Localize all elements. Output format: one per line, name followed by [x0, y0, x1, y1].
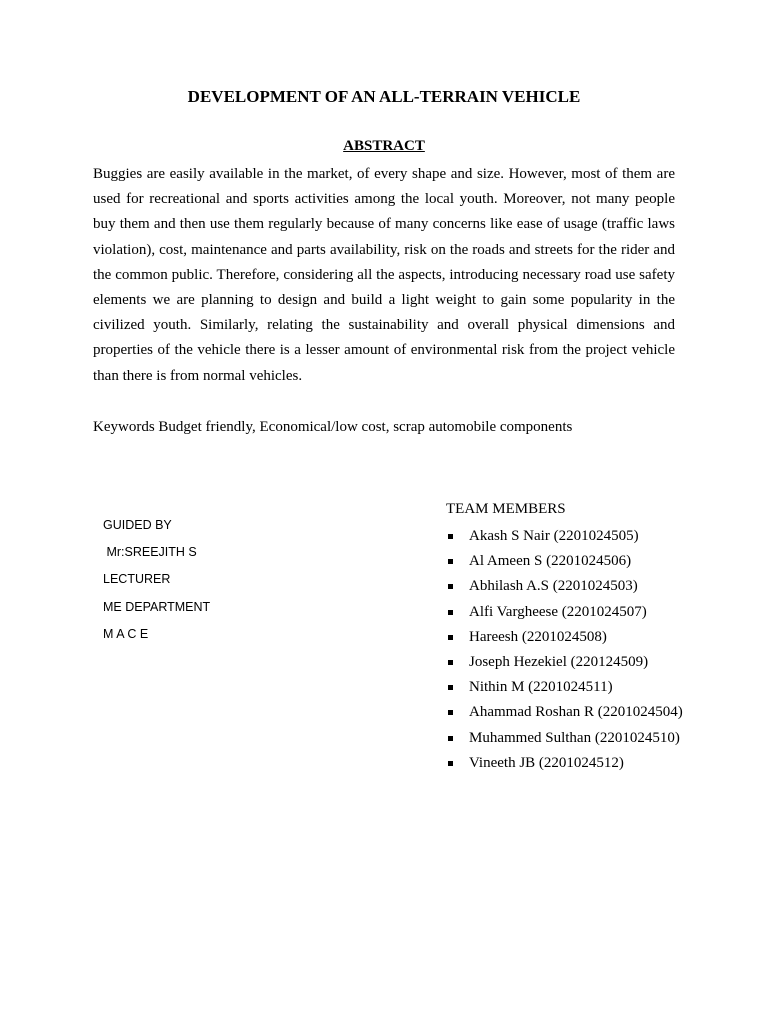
square-bullet-icon: [448, 584, 453, 589]
guided-by-block: [103, 515, 363, 651]
square-bullet-icon: [448, 635, 453, 640]
list-item: [446, 600, 766, 625]
member-name: Abhilash A.S (2201024503): [469, 578, 638, 595]
list-item: [446, 700, 766, 725]
square-bullet-icon: [448, 660, 453, 665]
square-bullet-icon: [448, 736, 453, 741]
list-item: [446, 549, 766, 574]
square-bullet-icon: [448, 559, 453, 564]
square-bullet-icon: [448, 710, 453, 715]
member-name: Ahammad Roshan R (2201024504): [469, 704, 683, 721]
guide-designation: LECTURER: [103, 572, 171, 587]
list-item: [446, 625, 766, 650]
member-name: Muhammed Sulthan (2201024510): [469, 729, 680, 746]
square-bullet-icon: [448, 761, 453, 766]
abstract-text: Buggies are easily available in the market, of every shape and size. However, most of them are used for recreational and sports activities among the local youth. Moreover, not many people buy them and then use them regularly because of many concerns like ease of usage (traffic laws violation), cost, maintenance and parts availability, risk on the roads and streets for the rider and the common public. Therefore, considering all the aspects, introducing necessary road use safety elements we are planning to design and build a light weight to gain some popularity in the civilized youth. Similarly, relating the sustainability and overall physical dimensions and properties of the vehicle there is a lesser amount of environmental risk from the project vehicle than there is from normal vehicles.: [93, 166, 675, 384]
list-item: [446, 650, 766, 675]
member-name: Al Ameen S (2201024506): [469, 553, 632, 570]
document-title: DEVELOPMENT OF AN ALL-TERRAIN VEHICLE: [187, 87, 581, 106]
member-name: Alfi Vargheese (2201024507): [469, 603, 647, 620]
member-name: Nithin M (2201024511): [469, 679, 613, 696]
list-item: [446, 726, 766, 751]
guide-name: Mr:SREEJITH S: [103, 545, 197, 560]
list-item: [446, 574, 766, 599]
member-name: Hareesh (2201024508): [469, 628, 607, 645]
team-members-heading: TEAM MEMBERS: [446, 501, 566, 517]
guided-by-label: GUIDED BY: [103, 518, 172, 532]
list-item: [446, 524, 766, 549]
member-name: Vineeth JB (2201024512): [469, 754, 624, 771]
team-members-list: [446, 524, 766, 776]
member-name: Akash S Nair (2201024505): [469, 528, 639, 544]
list-item: [446, 675, 766, 700]
square-bullet-icon: [448, 685, 453, 690]
member-name: Joseph Hezekiel (220124509): [469, 653, 649, 670]
list-item: [446, 751, 766, 776]
square-bullet-icon: [448, 610, 453, 615]
keywords-line: Keywords Budget friendly, Economical/low cost, scrap automobile components: [93, 419, 573, 435]
abstract-heading: ABSTRACT: [343, 138, 425, 154]
guide-department: ME DEPARTMENT: [103, 599, 211, 614]
square-bullet-icon: [448, 534, 453, 539]
guide-institution: M A C E: [103, 626, 149, 641]
team-members-block: [446, 498, 766, 776]
